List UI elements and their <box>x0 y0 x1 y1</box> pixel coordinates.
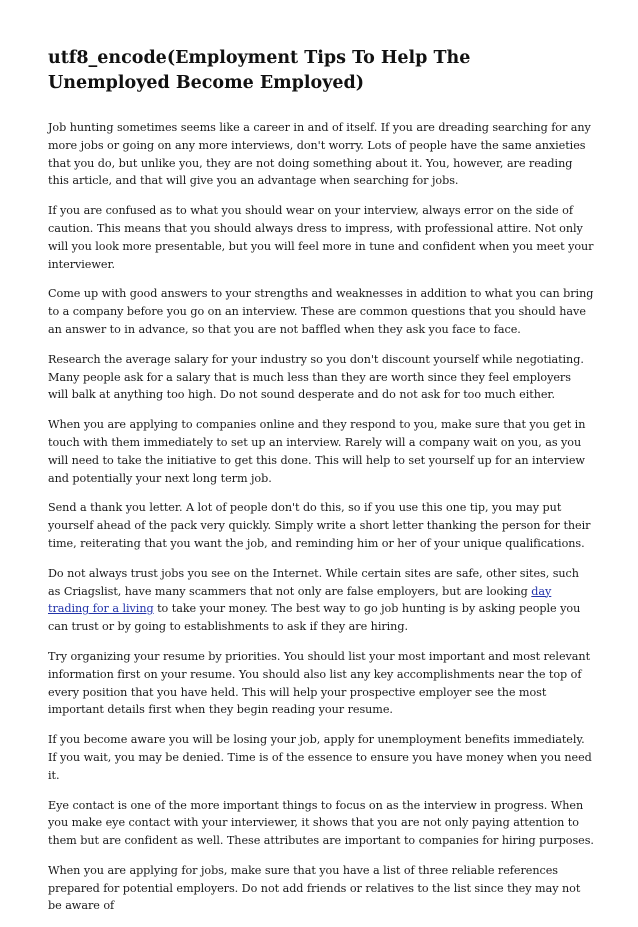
paragraph-3: Come up with good answers to your strengths and weaknesses in addition to what you can bring to a company before you go on an interview. These are common questions that you should have an answer to in advance, so that you are not baffled when they ask you face to face. <box>48 287 594 336</box>
paragraph-5: When you are applying to companies online and they respond to you, make sure that you get in touch with them immediately to set up an interview. Rarely will a company wait on you, as you will need to take the initiative to get this done. This will help to set yourself up for an interview and potentially your next long term job. <box>48 418 586 485</box>
document-title: utf8_encode(Employment Tips To Help The Unemployed Become Employed) <box>48 48 471 93</box>
paragraph-10: Eye contact is one of the more important things to focus on as the interview in progress. When you make eye contact with your interviewer, it shows that you are not only paying attention to them but are confident as well. These attributes are important to companies for hiring purposes. <box>48 798 594 848</box>
paragraph-2: If you are confused as to what you should wear on your interview, always error on the side of caution. This means that you should always dress to impress, with professional attire. Not only will you look more presentable, but you will feel more in tune and confident when you meet your interviewer. <box>48 204 594 271</box>
paragraph-7 <box>48 565 594 636</box>
paragraph-4: Research the average salary for your industry so you don't discount yourself while negotiating. Many people ask for a salary that is much less than they are worth since they feel employers will balk at anything too high. Do not sound desperate and do not ask for too much either. <box>48 352 584 402</box>
day-trading-link[interactable]: day trading for a living <box>48 584 552 616</box>
paragraph-7-after-link: to take your money. The best way to go job hunting is by asking people you can trust or by going to establishments to ask if they are hiring. <box>48 602 581 634</box>
paragraph-11: When you are applying for jobs, make sure that you have a list of three reliable references prepared for potential employers. Do not add friends or relatives to the list since they may not be aware of <box>48 863 581 913</box>
paragraph-1: Job hunting sometimes seems like a career in and of itself. If you are dreading searching for any more jobs or going on any more interviews, don't worry. Lots of people have the same anxieties that you do, but unlike you, they are not doing something about it. You, however, are reading this article, and that will give you an advantage when searching for jobs. <box>48 121 591 188</box>
document-body <box>48 119 594 915</box>
document-page <box>48 46 594 927</box>
paragraph-6: Send a thank you letter. A lot of people don't do this, so if you use this one tip, you may put yourself ahead of the pack very quickly. Simply write a short letter thanking the person for their time, reiterating that you want the job, and reminding him or her of your unique qualifications. <box>48 501 591 550</box>
paragraph-8: Try organizing your resume by priorities. You should list your most important and most relevant information first on your resume. You should also list any key accomplishments near the top of every position that you have held. This will help your prospective employer see the most important details first when they begin reading your resume. <box>48 649 591 717</box>
paragraph-9: If you become aware you will be losing your job, apply for unemployment benefits immediately. If you wait, you may be denied. Time is of the essence to ensure you have money when you need it. <box>48 733 592 782</box>
paragraph-7-before-link: Do not always trust jobs you see on the Internet. While certain sites are safe, other sites, such as Criagslist, have many scammers that not only are false employers, but are looking <box>48 566 579 598</box>
